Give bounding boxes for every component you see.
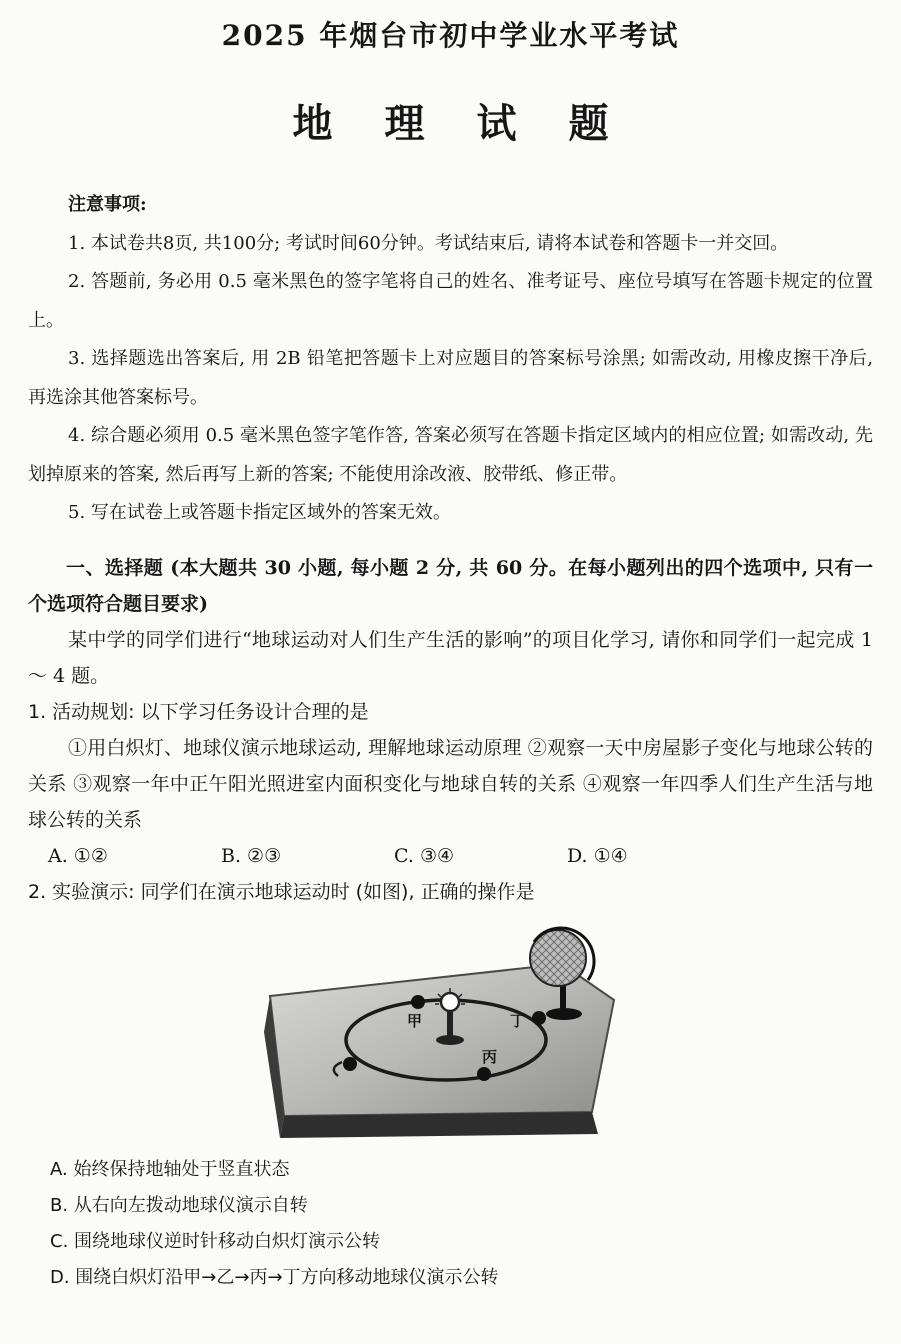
- question-2-stem: 2. 实验演示: 同学们在演示地球运动时 (如图), 正确的操作是: [28, 881, 535, 903]
- notice-item: 4. 综合题必须用 0.5 毫米黑色签字笔作答, 答案必须写在答题卡指定区域内的相应位置; 如需改动, 先划掉原来的答案, 然后再写上新的答案; 不能使用涂改液、胶带纸、修正带。: [28, 425, 873, 485]
- position-ding-marker: [532, 1011, 546, 1025]
- notice-item: 3. 选择题选出答案后, 用 2B 铅笔把答题卡上对应题目的答案标号涂黑; 如需改动, 用橡皮擦干净后, 再选涂其他答案标号。: [28, 348, 873, 408]
- label-bing: 丙: [482, 1048, 498, 1066]
- option-c: C. 围绕地球仪逆时针移动白炽灯演示公转: [50, 1231, 381, 1252]
- section-heading: 一、选择题 (本大题共 30 小题, 每小题 2 分, 共 60 分。在每小题列出的四个选项中, 只有一个选项符合题目要求): [28, 557, 873, 615]
- orbit-demo-figure: [262, 922, 634, 1140]
- position-yi-marker: [343, 1057, 357, 1071]
- option-d: D. 围绕白炽灯沿甲→乙→丙→丁方向移动地球仪演示公转: [50, 1267, 499, 1288]
- section-intro: 某中学的同学们进行“地球运动对人们生产生活的影响”的项目化学习, 请你和同学们一起完成 1 ～ 4 题。: [28, 629, 873, 687]
- question-1-body: ①用白炽灯、地球仪演示地球运动, 理解地球运动原理 ②观察一天中房屋影子变化与地球公转的关系 ③观察一年中正午阳光照进室内面积变化与地球自转的关系 ④观察一年四季人们生产生活与地球公转的关系: [28, 737, 873, 831]
- notice-block: [28, 186, 873, 533]
- position-jia-marker: [411, 995, 425, 1009]
- position-bing-marker: [477, 1067, 491, 1081]
- notice-item: 2. 答题前, 务必用 0.5 毫米黑色的签字笔将自己的姓名、准考证号、座位号填写在答题卡规定的位置上。: [28, 271, 873, 331]
- label-ding: 丁: [510, 1012, 526, 1030]
- label-jia: 甲: [407, 1012, 423, 1030]
- exam-title: 2025 年烟台市初中学业水平考试: [221, 19, 680, 52]
- notice-item: 1. 本试卷共8页, 共100分; 考试时间60分钟。考试结束后, 请将本试卷和答题卡一并交回。: [68, 232, 789, 254]
- option-d: D. ①④: [567, 845, 628, 867]
- option-b: B. ②③: [221, 845, 282, 867]
- option-a: A. 始终保持地轴处于竖直状态: [50, 1159, 290, 1180]
- question-1-options: [28, 838, 873, 874]
- subject-title: 地理试题: [292, 100, 661, 147]
- question-2-options: [50, 1152, 850, 1296]
- option-a: A. ①②: [48, 845, 108, 867]
- question-1-stem: 1. 活动规划: 以下学习任务设计合理的是: [28, 701, 369, 723]
- notice-item: 5. 写在试卷上或答题卡指定区域外的答案无效。: [68, 502, 451, 523]
- section-choice: [28, 550, 873, 910]
- notice-heading: 注意事项:: [68, 194, 147, 215]
- table-front: [280, 1112, 598, 1138]
- option-c: C. ③④: [394, 845, 455, 867]
- option-b: B. 从右向左拨动地球仪演示自转: [50, 1195, 308, 1216]
- orbit-demo-illustration: [262, 922, 634, 1140]
